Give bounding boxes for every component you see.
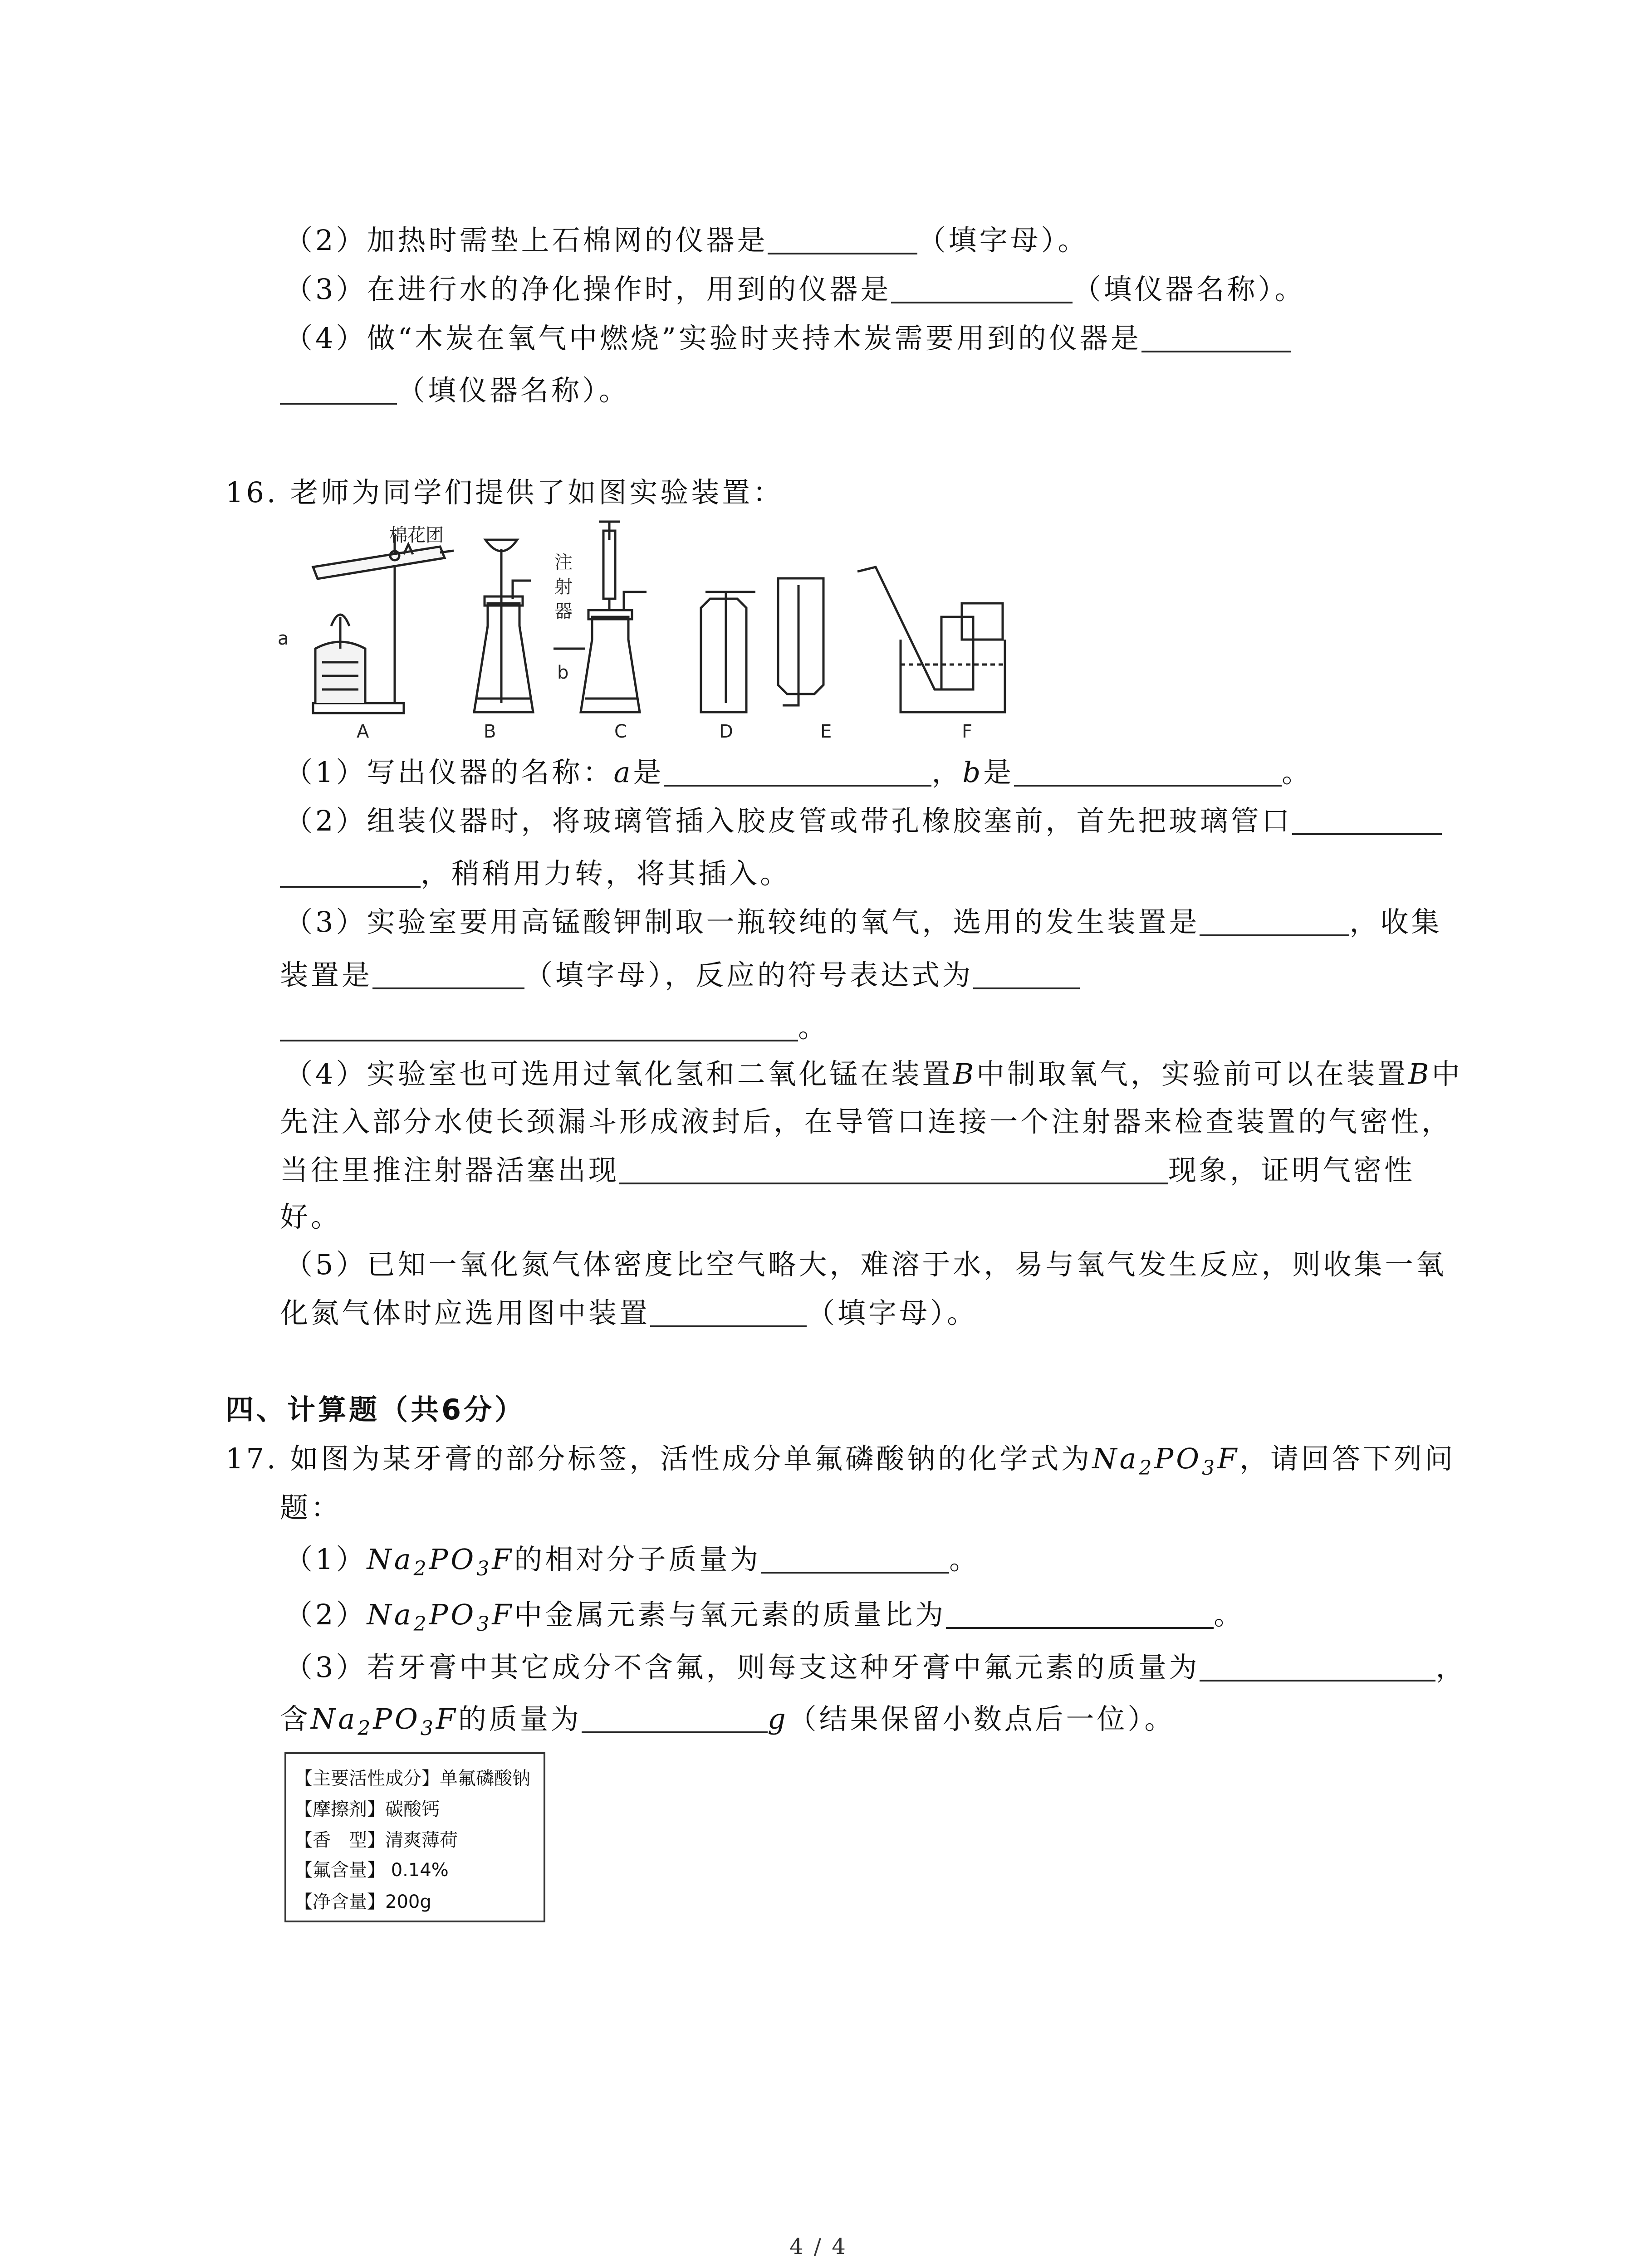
- label-a: a: [278, 628, 289, 649]
- q17-part1: $(1)Na_2PO_3F$的相对分子质量为 。: [284, 1543, 980, 1580]
- section-title: 四、计算题（共6分）: [225, 1393, 526, 1426]
- q16-part3-expression: 。: [280, 1012, 829, 1041]
- answer-blank[interactable]: [1141, 323, 1291, 352]
- label-row: 【净含量】200g: [294, 1892, 431, 1912]
- q16-part2-cont: ，稍稍用力转，将其插入。: [280, 859, 791, 888]
- label-syringe-1: 注: [554, 552, 573, 573]
- answer-blank[interactable]: [664, 758, 931, 787]
- answer-blank[interactable]: [280, 1012, 798, 1041]
- apparatus-d: [701, 592, 755, 712]
- q16-part5: （5）已知一氧化氮气体密度比空气略大，难溶于水，易与氧气发生反应，则收集一氧: [284, 1248, 1447, 1281]
- q16-part1: （1）写出仪器的名称：a是 ，b是 。: [284, 756, 1313, 789]
- answer-blank[interactable]: [619, 1155, 1168, 1184]
- answer-blank[interactable]: [946, 1600, 1214, 1629]
- label-cotton: 棉花团: [389, 525, 444, 546]
- q15-part2: （2）加热时需垫上石棉网的仪器是 （填字母）。: [284, 224, 1089, 257]
- answer-blank[interactable]: [761, 1545, 949, 1574]
- q16-part5-cont: 化氮气体时应选用图中装置 （填字母）。: [280, 1296, 978, 1330]
- answer-blank[interactable]: [1292, 806, 1442, 835]
- answer-blank[interactable]: [891, 274, 1073, 303]
- label-b: b: [557, 662, 569, 683]
- label-B: B: [484, 721, 496, 742]
- answer-blank[interactable]: [582, 1704, 768, 1733]
- q16-part2: （2）组装仪器时，将玻璃管插入胶皮管或带孔橡胶塞前，首先把玻璃管口: [284, 806, 1442, 835]
- label-A: A: [357, 721, 369, 742]
- q16-part3-cont: 装置是 （填字母），反应的符号表达式为: [280, 960, 1080, 989]
- answer-blank[interactable]: [650, 1298, 807, 1327]
- label-syringe-3: 器: [554, 601, 573, 622]
- q17-stem: 17. 如图为某牙膏的部分标签，活性成分单氟磷酸钠的化学式为$Na_2PO_3F$，请回答下列问: [225, 1442, 1456, 1480]
- q16-part4-line4: 好。: [280, 1200, 342, 1233]
- q15-part4-cont: （填仪器名称）。: [280, 376, 630, 405]
- apparatus-figure: [272, 513, 1016, 748]
- answer-blank[interactable]: [973, 960, 1080, 989]
- q16-stem: 16. 老师为同学们提供了如图实验装置：: [225, 476, 784, 509]
- apparatus-a: [313, 535, 454, 713]
- q16-part3: （3）实验室要用高锰酸钾制取一瓶较纯的氧气，选用的发生装置是 ，收集: [284, 905, 1442, 938]
- label-E: E: [820, 721, 832, 742]
- label-C: C: [614, 721, 627, 742]
- answer-blank[interactable]: [1200, 907, 1349, 936]
- q17-part3: （3）若牙膏中其它成分不含氟，则每支这种牙膏中氟元素的质量为 ，: [284, 1651, 1467, 1684]
- page-number: 4 / 4: [789, 2234, 847, 2259]
- apparatus-f: [857, 567, 1005, 712]
- q15-part3: （3）在进行水的净化操作时，用到的仪器是 （填仪器名称）。: [284, 273, 1306, 306]
- label-row: 【摩擦剂】碳酸钙: [294, 1799, 440, 1820]
- answer-blank[interactable]: [768, 225, 917, 254]
- answer-blank[interactable]: [1200, 1652, 1435, 1681]
- q15-part4: （4）做“木炭在氧气中燃烧”实验时夹持木炭需要用到的仪器是: [284, 323, 1291, 352]
- label-row: 【主要活性成分】单氟磷酸钠: [294, 1768, 530, 1789]
- q16-part4: （4）实验室也可选用过氧化氢和二氧化锰在装置B中制取氧气，实验前可以在装置B中: [284, 1057, 1463, 1090]
- apparatus-b: [474, 540, 533, 712]
- apparatus-e: [778, 578, 823, 705]
- q17-part3-cont: 含$Na_2PO_3F$的质量为 g（结果保留小数点后一位）。: [280, 1702, 1176, 1740]
- q17-part2: $(2)Na_2PO_3F$中金属元素与氧元素的质量比为 。: [284, 1598, 1245, 1636]
- label-syringe-2: 射: [554, 577, 573, 597]
- answer-blank[interactable]: [280, 859, 421, 888]
- toothpaste-label: [284, 1752, 545, 1922]
- answer-blank[interactable]: [372, 960, 524, 989]
- answer-blank[interactable]: [280, 376, 397, 405]
- q16-part4-line2: 先注入部分水使长颈漏斗形成液封后，在导管口连接一个注射器来检查装置的气密性，: [280, 1105, 1453, 1138]
- label-F: F: [962, 721, 973, 742]
- q17-stem-cont: 题：: [280, 1491, 342, 1524]
- label-row: 【香 型】清爽薄荷: [294, 1830, 458, 1851]
- label-D: D: [719, 721, 733, 742]
- answer-blank[interactable]: [1014, 758, 1282, 787]
- label-row: 【氟含量】 0.14%: [294, 1860, 449, 1881]
- q16-part4-line3: 当往里推注射器活塞出现 现象，证明气密性: [280, 1154, 1416, 1187]
